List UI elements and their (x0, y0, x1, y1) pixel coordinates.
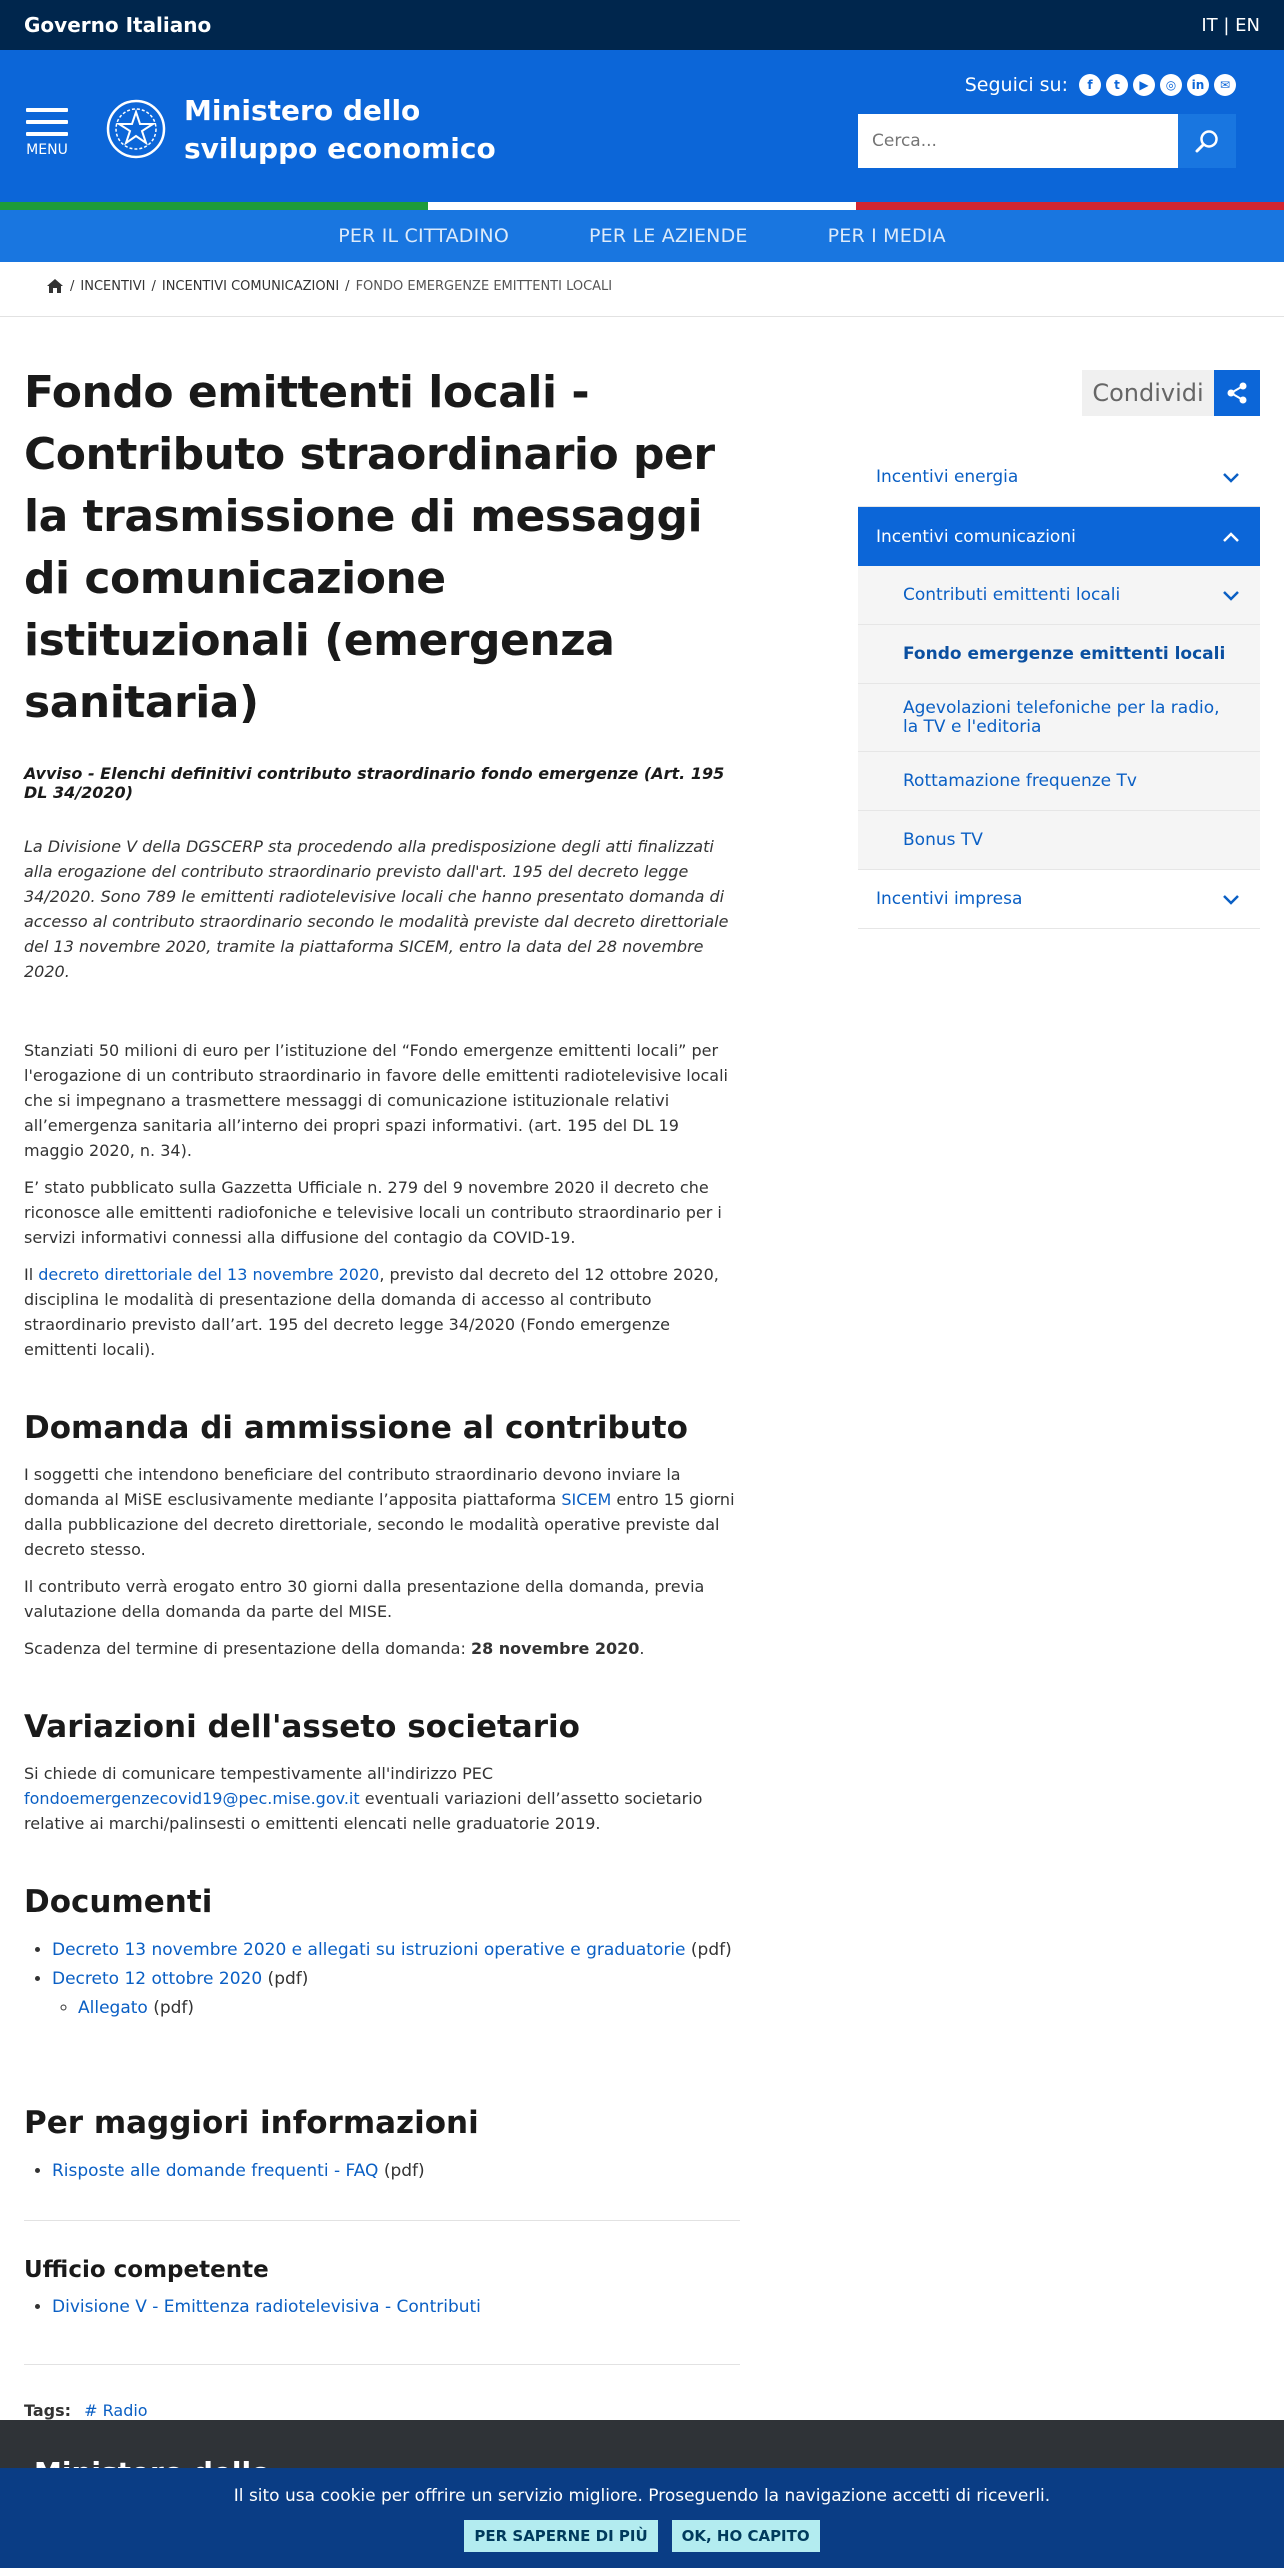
sidebar-item-rottamazione[interactable] (858, 752, 1260, 811)
document-link-decreto-13-novembre[interactable]: Decreto 13 novembre 2020 e allegati su istruzioni operative e graduatorie (52, 1940, 686, 1960)
chevron-down-icon[interactable] (1222, 589, 1240, 601)
breadcrumb-current: FONDO EMERGENZE EMITTENTI LOCALI (355, 278, 613, 294)
document-link-decreto-12-ottobre[interactable]: Decreto 12 ottobre 2020 (52, 1969, 263, 1989)
sidebar-item-incentivi-impresa[interactable] (858, 870, 1260, 929)
sidebar-item-contributi-emittenti[interactable] (858, 566, 1260, 625)
instagram-icon[interactable]: ◎ (1160, 74, 1182, 96)
scadenza-post: . (639, 1639, 645, 1658)
variazioni-pre: Si chiede di comunicare tempestivamente all'indirizzo PEC (24, 1764, 494, 1783)
paragraph-domanda-post: entro 15 giorni dalla pubblicazione del decreto direttoriale, secondo le modalità operative previste dal decreto stesso. (24, 1490, 735, 1559)
ministry-name-line1: Ministero dello (184, 94, 421, 127)
chevron-down-icon[interactable] (1222, 893, 1240, 905)
main-nav (0, 210, 1284, 262)
cookie-more-button[interactable]: PER SAPERNE DI PIÙ (464, 2520, 657, 2552)
paragraph-domanda-2: Il contributo verrà erogato entro 30 giorni dalla presentazione della domanda, previa valutazione della domanda da parte del MISE. (24, 1577, 705, 1621)
sidebar-item-agevolazioni[interactable] (858, 684, 1260, 752)
italian-flag-stripe (0, 202, 1284, 210)
info-list (52, 2157, 740, 2186)
share-label: Condividi (1082, 370, 1214, 416)
document-format: (pdf) (685, 1940, 732, 1960)
main-content (24, 362, 740, 2527)
republic-emblem-icon[interactable] (104, 92, 168, 166)
sidebar-item-label: Bonus TV (903, 830, 983, 850)
chevron-down-icon[interactable] (1222, 471, 1240, 483)
breadcrumb-separator: / (70, 278, 75, 294)
tag-radio[interactable]: # Radio (84, 2401, 148, 2420)
sub-documents-list (78, 1994, 740, 2023)
hamburger-icon-bar (26, 132, 68, 136)
document-format: (pdf) (378, 2161, 425, 2181)
social-label: Seguici su: (964, 74, 1068, 96)
scadenza-pre: Scadenza del termine di presentazione della domanda: (24, 1639, 471, 1658)
variazioni-post: eventuali variazioni dell’assetto societario relative ai marchi/palinsesti o emittenti elencati nelle graduatorie 2019. (24, 1789, 703, 1833)
sidebar-item-label: Incentivi energia (876, 467, 1019, 487)
cookie-accept-button[interactable]: OK, HO CAPITO (672, 2520, 820, 2552)
document-format: (pdf) (147, 1998, 195, 2018)
page-title: Fondo emittenti locali - Contributo straordinario per la trasmissione di messaggi di comunicazione istituzionali (emergenza sanitaria) (24, 367, 715, 728)
faq-link[interactable]: Risposte alle domande frequenti - FAQ (52, 2161, 379, 2181)
sidebar-item-label: Contributi emittenti locali (903, 585, 1121, 605)
menu-label: MENU (26, 142, 68, 158)
sidebar-nav (858, 448, 1260, 929)
facebook-icon[interactable]: f (1079, 74, 1101, 96)
ufficio-link[interactable]: Divisione V - Emittenza radiotelevisiva - Contributi (52, 2297, 481, 2317)
heading-ufficio: Ufficio competente (24, 2257, 269, 2283)
flag-white (428, 202, 856, 210)
flag-red (856, 202, 1284, 210)
paragraph-domanda-pre: I soggetti che intendono beneficiare del contributo straordinario devono inviare la domanda al MiSE esclusivamente mediante l’apposita piattaforma (24, 1465, 681, 1509)
list-item (78, 1994, 740, 2023)
breadcrumb (46, 278, 612, 294)
document-link-allegato[interactable]: Allegato (78, 1998, 148, 2018)
pec-email-link[interactable]: fondoemergenzecovid19@pec.mise.gov.it (24, 1789, 360, 1808)
list-item (52, 1965, 740, 2023)
menu-button[interactable] (26, 108, 68, 158)
cookie-message: Il sito usa cookie per offrire un servizio migliore. Proseguendo la navigazione accetti di riceverli. (233, 2486, 1051, 2506)
sidebar-item-incentivi-energia[interactable] (858, 448, 1260, 507)
sidebar-item-incentivi-comunicazioni[interactable] (858, 507, 1260, 566)
tags-label: Tags: (24, 2401, 72, 2420)
youtube-icon[interactable]: ▶ (1133, 74, 1155, 96)
governo-italiano-link[interactable]: Governo Italiano (24, 13, 212, 37)
sidebar-item-fondo-emergenze[interactable] (858, 625, 1260, 684)
search-icon (1194, 128, 1220, 154)
nav-aziende[interactable]: PER LE AZIENDE (589, 225, 748, 247)
share-icon (1224, 380, 1250, 406)
paragraph-gazzetta: E’ stato pubblicato sulla Gazzetta Ufficiale n. 279 del 9 novembre 2020 il decreto che riconosce alle emittenti radiofoniche e televisive locali un contributo straordinario per i servizi informativi connessi alla diffusione del contagio da COVID-19. (24, 1178, 722, 1247)
share-button[interactable] (1214, 370, 1260, 416)
linkedin-icon[interactable]: in (1187, 74, 1209, 96)
flag-green (0, 202, 428, 210)
list-item (52, 1936, 740, 1965)
documents-list (52, 1936, 740, 2023)
sidebar-item-label: Incentivi comunicazioni (876, 526, 1076, 547)
home-icon[interactable] (46, 278, 64, 294)
search-button[interactable] (1178, 114, 1236, 168)
sidebar-item-label: Rottamazione frequenze Tv (903, 771, 1137, 791)
breadcrumb-separator: / (345, 278, 350, 294)
site-header (0, 50, 1284, 202)
breadcrumb-incentivi-comunicazioni[interactable]: INCENTIVI COMUNICAZIONI (161, 278, 340, 294)
heading-info: Per maggiori informazioni (24, 2105, 479, 2141)
cookie-buttons (0, 2520, 1284, 2552)
nav-media[interactable]: PER I MEDIA (827, 225, 946, 247)
divider (24, 2364, 740, 2365)
sidebar-item-bonus-tv[interactable] (858, 811, 1260, 870)
language-switcher[interactable]: IT | EN (1201, 14, 1260, 36)
breadcrumb-separator: / (151, 278, 156, 294)
paragraph-domanda-1 (24, 1462, 740, 1562)
tags-row (24, 2401, 740, 2420)
social-links (965, 74, 1236, 96)
list-item (52, 2157, 740, 2186)
paragraph-stanziati: Stanziati 50 milioni di euro per l’istituzione del “Fondo emergenze emittenti locali” per l'erogazione di un contributo straordinario in favore delle emittenti radiotelevisive locali che si impegnano a trasmettere messaggi di comunicazione istituzionale relativi all’emergenza sanitaria all’interno dei propri spazi informativi. (art. 195 del DL 19 maggio 2020, n. 34). (24, 1041, 728, 1160)
hamburger-icon (26, 108, 68, 112)
cookie-banner (0, 2468, 1284, 2568)
paragraph-decreto-pre: Il (24, 1265, 39, 1284)
list-item (52, 2293, 740, 2322)
heading-domanda: Domanda di ammissione al contributo (24, 1410, 688, 1446)
chevron-up-icon[interactable] (1222, 531, 1240, 543)
heading-documenti: Documenti (24, 1884, 213, 1920)
email-icon[interactable]: ✉ (1214, 74, 1236, 96)
decreto-direttoriale-link[interactable]: decreto direttoriale del 13 novembre 2020 (38, 1265, 380, 1284)
sicem-link[interactable]: SICEM (561, 1490, 612, 1509)
search-input[interactable] (858, 114, 1178, 168)
sidebar-item-label: Fondo emergenze emittenti locali (903, 644, 1226, 664)
twitter-icon[interactable]: t (1106, 74, 1128, 96)
top-bar (0, 0, 1284, 50)
sidebar-item-label: Incentivi impresa (876, 889, 1023, 909)
divider (24, 2220, 740, 2221)
ministry-name[interactable] (184, 92, 496, 168)
paragraph-decreto-post: , previsto dal decreto del 12 ottobre 2020, disciplina le modalità di presentazione della domanda di accesso al contributo straordinario previsto dall’art. 195 del decreto legge 34/2020 (Fondo emergenze emittenti locali). (24, 1265, 719, 1359)
avviso-text: Avviso - Elenchi definitivi contributo straordinario fondo emergenze (Art. 195 DL 34/2020) (24, 764, 725, 802)
sidebar-item-label: Agevolazioni telefoniche per la radio, la TV e l'editoria (903, 697, 1220, 737)
ufficio-list (52, 2293, 740, 2322)
lead-paragraph: La Divisione V della DGSCERP sta procedendo alla predisposizione degli atti finalizzati alla erogazione del contributo straordinario previsto dall'art. 195 del decreto legge 34/2020. Sono 789 le emittenti radiotelevisive locali che hanno presentato domanda di accesso al contributo straordinario secondo le modalità previste dal decreto direttoriale del 13 novembre 2020, tramite la piattaforma SICEM, entro la data del 28 novembre 2020. (24, 837, 729, 981)
share-widget[interactable] (1082, 370, 1260, 416)
paragraph-variazioni (24, 1761, 740, 1836)
paragraph-scadenza (24, 1636, 740, 1661)
breadcrumb-divider (0, 316, 1284, 317)
hamburger-icon-bar (26, 120, 68, 124)
breadcrumb-incentivi[interactable]: INCENTIVI (80, 278, 146, 294)
document-format: (pdf) (262, 1969, 309, 1989)
ministry-name-line2: sviluppo economico (184, 132, 496, 165)
scadenza-date: 28 novembre 2020 (470, 1639, 640, 1658)
paragraph-decreto (24, 1262, 740, 1362)
search-box (858, 114, 1236, 168)
heading-variazioni: Variazioni dell'asseto societario (24, 1709, 580, 1745)
nav-cittadino[interactable]: PER IL CITTADINO (338, 225, 509, 247)
